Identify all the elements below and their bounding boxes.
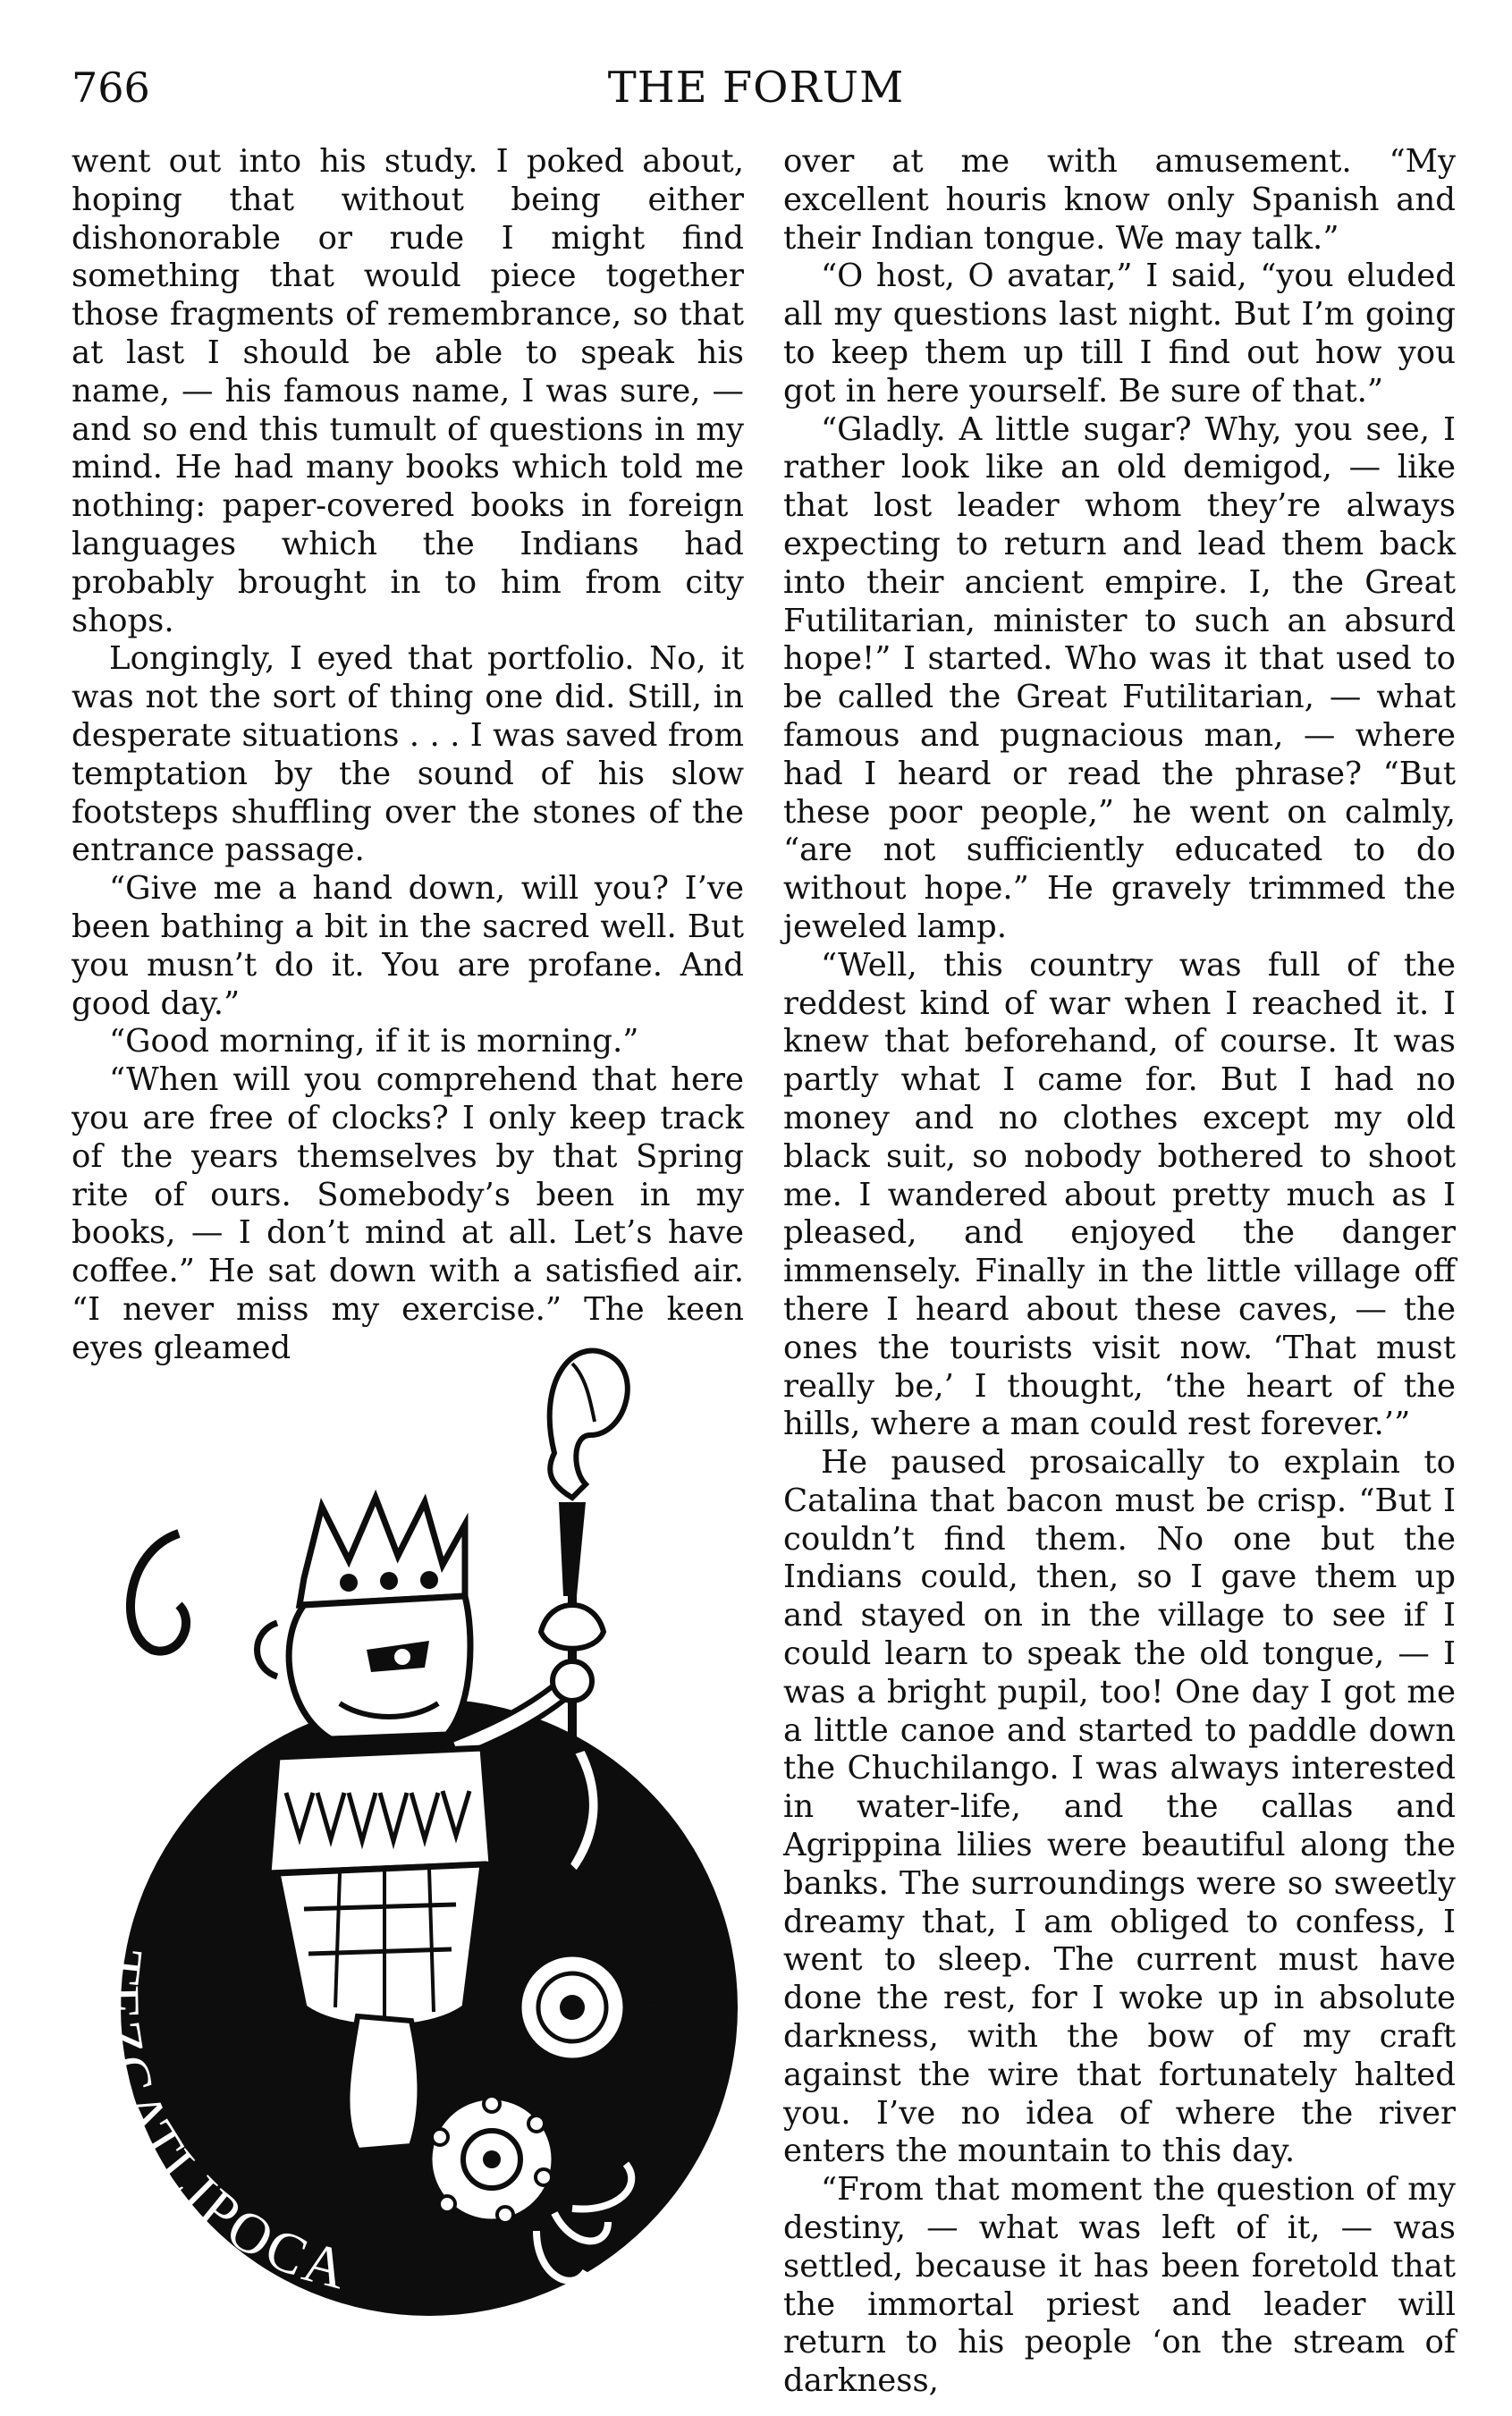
staff-cone — [559, 1502, 586, 1596]
page-number: 766 — [72, 63, 150, 112]
staff-flower — [541, 1605, 604, 1649]
right-paragraph-5: He paused prosaically to explain to Catalina that bacon must be crisp. “But I couldn’t find them. No one but the Indians could, then, so I gave them up and stayed on in the village to see if I could learn to speak the old tongue, — I was a bright pupil, too! One day I got me a little canoe and started to paddle down the Chuchilango. I was always interested in water-life, and the callas and Agrippina lilies were beautiful along the banks. The surroundings were so sweetly dreamy that, I am obliged to confess, I went to sleep. The current must have done the rest, for I woke up in absolute darkness, with the bow of my craft against the wire that fortunately halted you. I’ve no idea of where the river enters the mountain to this day. — [783, 1444, 1456, 2170]
hand — [553, 1661, 592, 1701]
loincloth — [347, 2016, 419, 2150]
left-paragraph-5: “When will you comprehend that here you are free of clocks? I only keep track of the years themselves by that Spring rite of ours. Somebody’s been in my books, — I don’t mind at all. Let’s have coffee.” He sat down with a satisfied air. “I never miss my exercise.” The keen eyes gleamed — [72, 1061, 744, 1366]
feather-plume — [550, 1351, 628, 1498]
left-paragraph-4: “Good morning, if it is morning.” — [109, 1023, 639, 1060]
right-paragraph-3: “Gladly. A little sugar? Why, you see, I rather look like an old demigod, — like that lost leader whom they’re always expecting to return and lead them back into their ancient empire. I, the Great Futilitarian, minister to such an absurd hope!” I started. Who was it that used to be called the Great Futilitarian, — what famous and pugnacious man, — where had I heard or read the phrase? “But these poor people,” he went on calmly, “are not sufficiently educated to do without hope.” He gravely trimmed the jeweled lamp. — [783, 410, 1456, 945]
left-paragraph-2: Longingly, I eyed that portfolio. No, it was not the sort of thing one did. Still, in desperate situations . . . I was saved from temptation by the sound of his slow footsteps shuffling over the stones of the entrance passage. — [72, 640, 744, 869]
skirt — [277, 1864, 483, 2028]
figure-caption: TEZCATLIPOCA — [88, 1946, 357, 2302]
right-column — [783, 143, 1456, 2401]
right-paragraph-2: “O host, O avatar,” I said, “you eluded all my questions last night. But I’m going to keep them up till I find out how you got in here yourself. Be sure of that.” — [783, 258, 1456, 410]
right-paragraph-6: “From that moment the question of my destiny, — what was left of it, — was settled, because it has been foretold that the immortal priest and leader will return to his people ‘on the stream of darkness, — [783, 2171, 1456, 2400]
right-paragraph-1: over at me with amusement. “My excellent houris know only Spanish and their Indian tongue. We may talk.” — [783, 143, 1456, 257]
right-paragraph-4: “Well, this country was full of the reddest kind of war when I reached it. I knew that beforehand, of course. It was partly what I came for. But I had no money and no clothes except my old black suit, so nobody bothered to shoot me. I wandered about pretty much as I pleased, and enjoyed the danger immensely. Finally in the little village off there I heard about these caves, — the ones the tourists visit now. ‘That must really be,’ I thought, ‘the heart of the hills, where a man could rest forever.’” — [783, 946, 1456, 1443]
tezcatlipoca-illustration — [72, 1328, 744, 2343]
left-paragraph-3: “Give me a hand down, will you? I’ve been bathing a bit in the sacred well. But you musn’t do it. You are profane. And good day.” — [72, 870, 744, 1022]
left-column — [72, 143, 744, 1368]
tail-scroll — [131, 1533, 186, 1651]
running-head: THE FORUM — [607, 63, 905, 113]
crown — [300, 1498, 465, 1605]
tezcatlipoca-figure-svg — [72, 1328, 744, 2343]
left-paragraph-1: went out into his study. I poked about, hoping that without being either dishonorable or rude I might find something that would piece together those fragments of remembrance, so that at last I should be able to speak his name, — his famous name, I was sure, — and so end this tumult of questions in my mind. He had many books which told me nothing: paper-covered books in foreign languages which the Indians had probably brought in to him from city shops. — [72, 143, 744, 639]
